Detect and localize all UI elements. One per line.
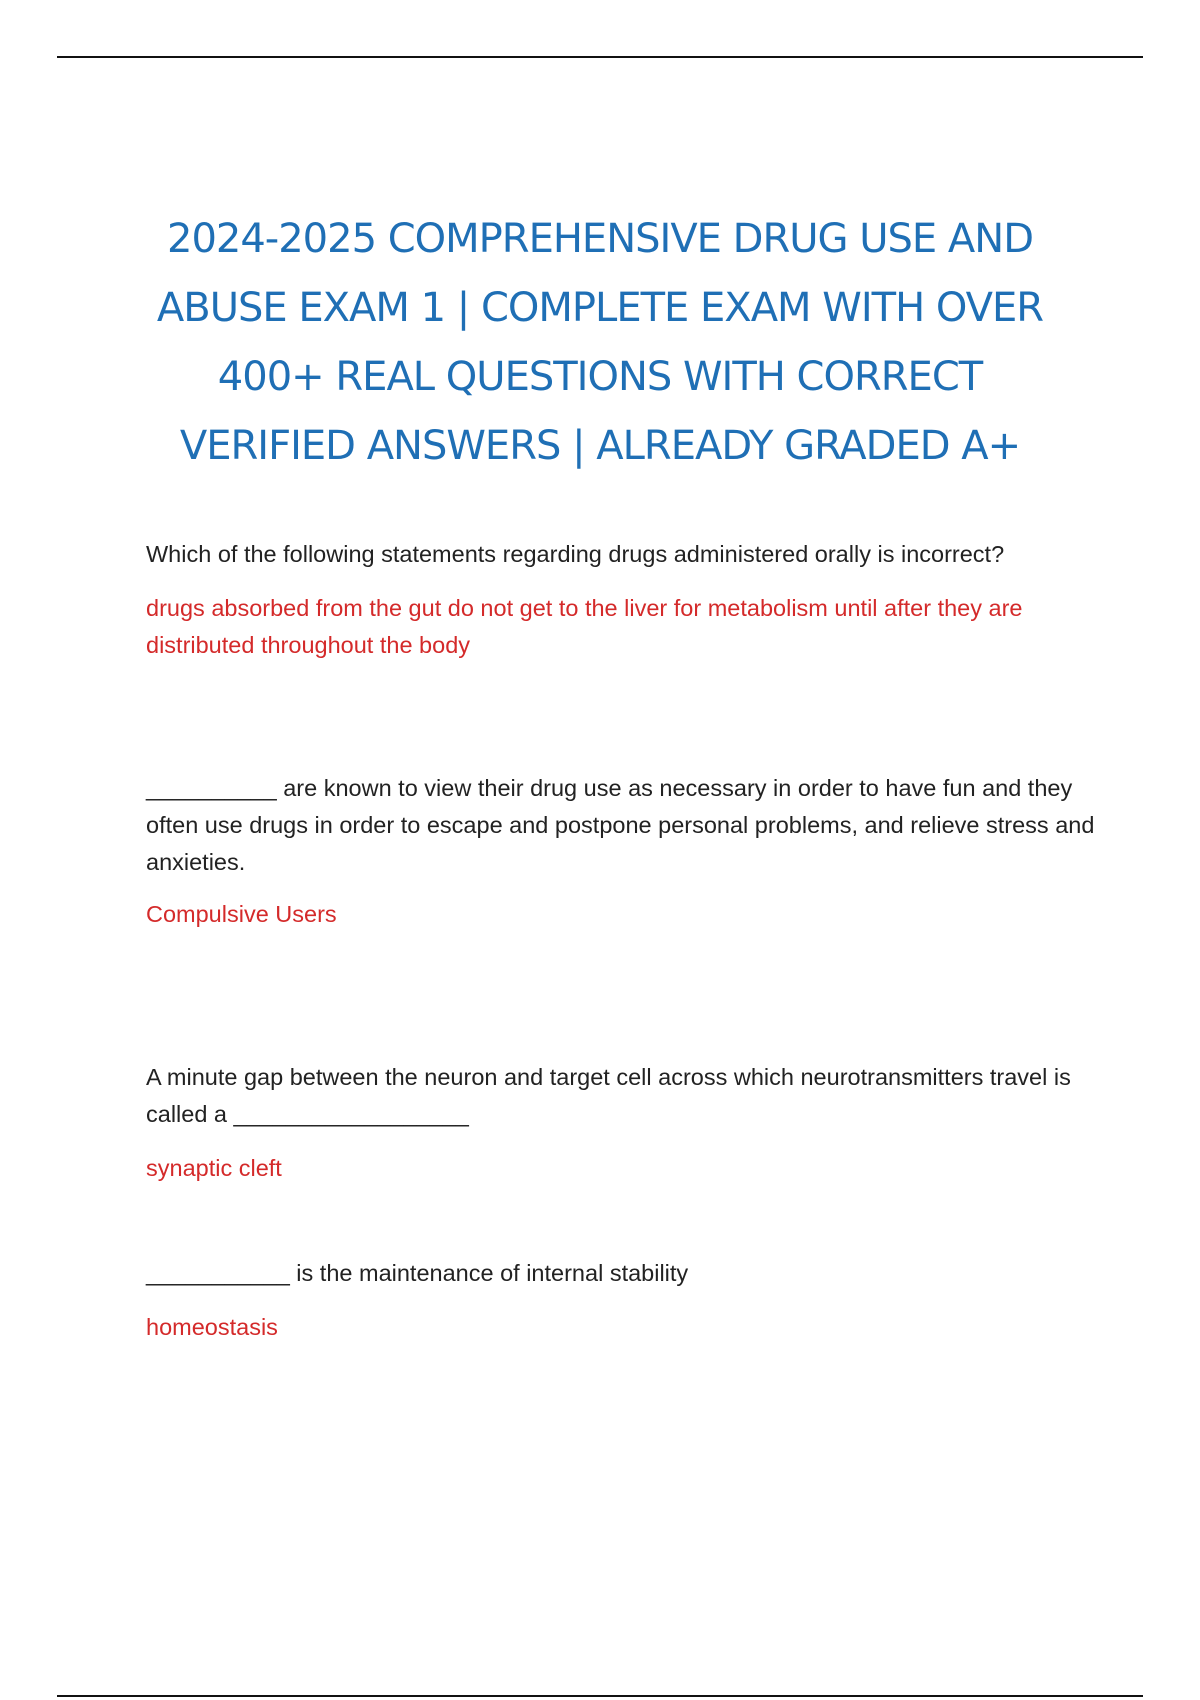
question-text: A minute gap between the neuron and target cell across which neurotransmitters travel is called a __________________	[146, 1064, 1071, 1127]
question-block	[146, 1059, 1096, 1187]
question-text: ___________ is the maintenance of internal stability	[146, 1260, 689, 1286]
answer-text: Compulsive Users	[146, 901, 337, 927]
question-block	[146, 536, 1096, 664]
question-text: Which of the following statements regarding drugs administered orally is incorrect?	[146, 541, 1005, 567]
answer-text: drugs absorbed from the gut do not get to the liver for metabolism until after they are distributed throughout the body	[146, 595, 1023, 658]
header-rule	[57, 56, 1143, 58]
question-text: __________ are known to view their drug use as necessary in order to have fun and they often use drugs in order to escape and postpone personal problems, and relieve stress and anxieties.	[146, 775, 1095, 875]
answer-text: synaptic cleft	[146, 1155, 282, 1181]
answer-text: homeostasis	[146, 1314, 278, 1340]
document-title: 2024-2025 COMPREHENSIVE DRUG USE AND ABUSE EXAM 1 | COMPLETE EXAM WITH OVER 400+ REAL QUESTIONS WITH CORRECT VERIFIED ANSWERS | ALREADY GRADED A+	[156, 216, 1044, 469]
question-block	[146, 1255, 1096, 1346]
question-block	[146, 770, 1096, 933]
footer-rule	[57, 1695, 1143, 1697]
